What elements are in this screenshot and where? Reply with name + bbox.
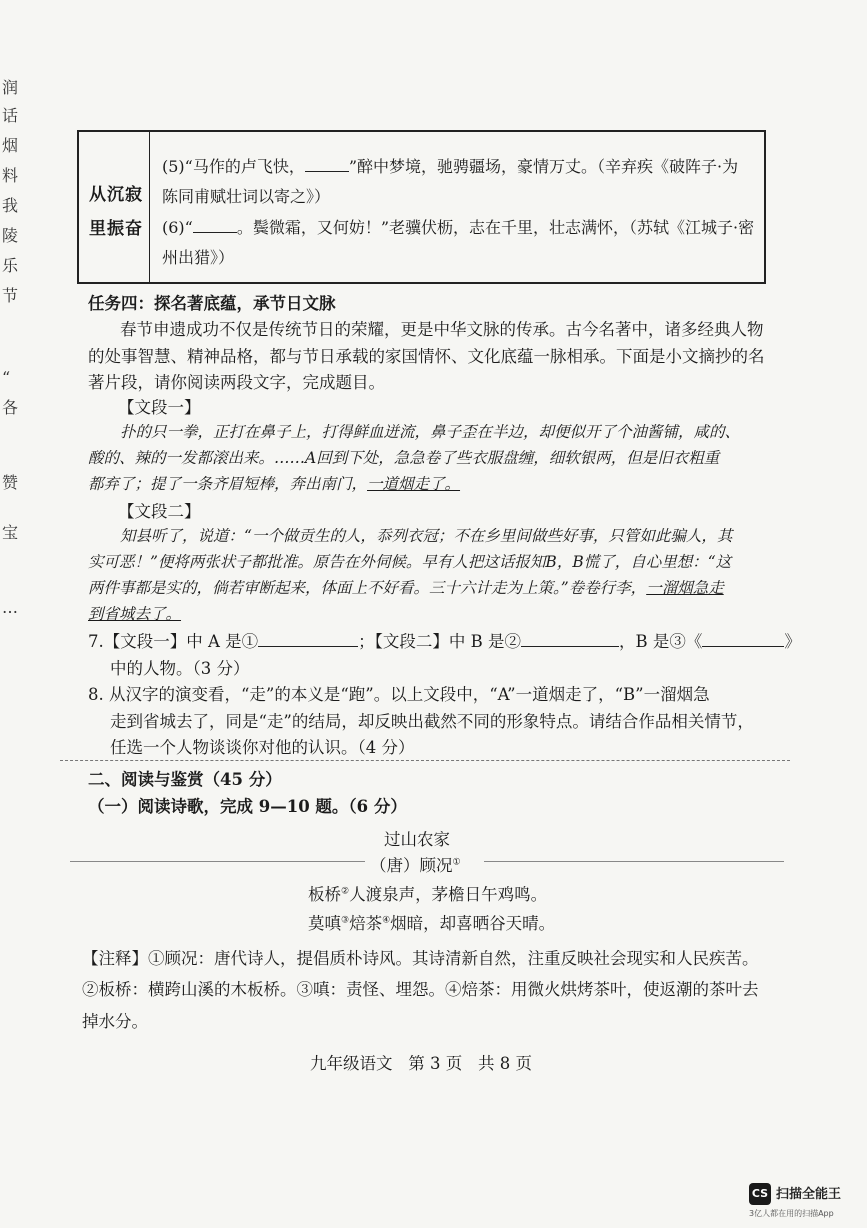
answer-blank-q7-2[interactable] <box>521 632 619 647</box>
section2-sub1: （一）阅读诗歌，完成 9—10 题。（6 分） <box>88 797 407 816</box>
task4-para-line3: 著片段，请你阅读两段文字，完成题目。 <box>88 373 385 392</box>
passage1-line1: 扑的只一拳，正打在鼻子上，打得鲜血迸流，鼻子歪在半边，却便似开了个油酱铺，咸的、 <box>120 423 741 441</box>
q7-text-b: ；【文段二】中 B 是② <box>358 632 522 651</box>
margin-char: “ <box>2 368 11 387</box>
q7-text-c: ，B 是③《 <box>619 632 703 651</box>
note-marker: ③ <box>341 915 350 926</box>
margin-char: 润 <box>2 78 19 97</box>
answer-blank-q7-1[interactable] <box>258 632 358 647</box>
q7-text-a: 7.【文段一】中 A 是① <box>88 632 259 651</box>
row6-text-a: (6)“ <box>162 218 193 237</box>
table-left-label-line2: 里振奋 <box>89 219 143 239</box>
poem-line1-a: 板桥 <box>308 885 341 904</box>
row5-line2: 陈同甫赋壮词以寄之》） <box>162 187 331 206</box>
note-marker: ① <box>452 857 461 868</box>
answer-blank-q7-3[interactable] <box>702 632 784 647</box>
row6-text-b: 。鬓微霜，又何妨！”老骥伏枥，志在千里，壮志满怀，（苏轼《江城子·密 <box>236 218 755 237</box>
section-divider <box>60 760 790 761</box>
table-left-label-line1: 从沉寂 <box>89 185 143 205</box>
poem-line2-c: 烟暗，却喜晒谷天晴。 <box>390 914 556 933</box>
answer-blank-6[interactable] <box>193 218 237 233</box>
passage2-line2: 实可恶！”便将两张状子都批准。原告在外伺候。早有人把这话报知B，B慌了，自心里想：“这 <box>88 553 732 571</box>
row5-text-a: (5)“马作的卢飞快， <box>162 157 305 176</box>
question-7 <box>88 628 801 652</box>
poem-rule-right <box>484 861 784 862</box>
notes-line3: 掉水分。 <box>82 1012 148 1031</box>
answer-blank-5[interactable] <box>305 157 349 172</box>
passage2-underlined-phrase-a: 一溜烟急走 <box>646 579 724 597</box>
margin-char: 烟 <box>2 136 19 155</box>
poem-line2 <box>308 910 555 934</box>
margin-char: 宝 <box>2 523 19 542</box>
task4-title: 任务四：探名著底蕴，承节日文脉 <box>88 294 336 313</box>
passage1-underlined-phrase: 一道烟走了。 <box>367 475 461 493</box>
passage2-underlined-phrase-b: 到省城去了。 <box>88 605 182 623</box>
passage1-line2: 酸的、辣的一发都滚出来。……A回到下处，急急卷了些衣服盘缠，细软银两，但是旧衣粗重 <box>88 449 720 467</box>
question-8-line1: 8. 从汉字的演变看，“走”的本义是“跑”。以上文段中，“A”一道烟走了，“B”一溜烟急 <box>88 685 710 704</box>
passage2-line3 <box>88 576 724 598</box>
q7-text-d: 》 <box>784 632 801 651</box>
passage1-line3-text: 都弃了；提了一条齐眉短棒，奔出南门， <box>88 475 368 493</box>
margin-char: … <box>2 598 18 617</box>
camscanner-logo-icon: CS <box>749 1183 771 1205</box>
passage2-line3-text: 两件事都是实的，倘若审断起来，体面上不好看。三十六计走为上策。”卷卷行李， <box>88 579 647 597</box>
table-left-label-cell <box>79 132 150 282</box>
poem-line2-b: 焙茶 <box>349 914 383 933</box>
margin-char: 陵 <box>2 226 19 245</box>
poem-rule-left <box>70 861 365 862</box>
question-7-line2: 中的人物。（3 分） <box>110 659 250 678</box>
passage2-label: 【文段二】 <box>118 502 201 521</box>
margin-char: 我 <box>2 196 19 215</box>
row5-text-b: ”醉中梦境，驰骋疆场，豪情万丈。（辛弃疾《破阵子·为 <box>348 157 739 176</box>
passage2-line1: 知县听了，说道：“一个做贡生的人，忝列衣冠；不在乡里间做些好事，只管如此骗人，其 <box>120 527 733 545</box>
passage1-line3 <box>88 472 460 494</box>
poem-author <box>370 852 461 876</box>
question-8-line2: 走到省城去了，同是“走”的结局，却反映出截然不同的形象特点。请结合作品相关情节， <box>110 712 754 731</box>
page-footer: 九年级语文 第 3 页 共 8 页 <box>310 1054 532 1073</box>
question-8-line3: 任选一个人物谈谈你对他的认识。（4 分） <box>110 738 415 757</box>
task4-para-line1: 春节申遗成功不仅是传统节日的荣耀，更是中华文脉的传承。古今名著中，诸多经典人物 <box>120 320 764 339</box>
poem-title: 过山农家 <box>384 830 450 849</box>
poem-line1-b: 人渡泉声，茅檐日午鸡鸣。 <box>349 885 548 904</box>
poetry-fill-table <box>77 130 766 284</box>
poem-author-text: （唐）顾况 <box>370 856 453 875</box>
passage1-label: 【文段一】 <box>118 398 201 417</box>
margin-char: 各 <box>2 398 19 417</box>
poem-line2-a: 莫嗔 <box>308 914 341 933</box>
margin-char: 话 <box>2 106 19 125</box>
margin-char: 乐 <box>2 256 19 275</box>
row5-line1 <box>162 154 738 177</box>
row6-line2: 州出猎》） <box>162 248 235 267</box>
watermark-name: 扫描全能王 <box>776 1187 842 1202</box>
margin-char: 赞 <box>2 473 19 492</box>
margin-char: 料 <box>2 166 19 185</box>
note-marker: ② <box>341 886 350 897</box>
section2-title: 二、阅读与鉴赏（45 分） <box>88 770 282 789</box>
watermark-sub: 3亿人都在用的扫描App <box>749 1209 834 1218</box>
notes-line1: 【注释】①顾况：唐代诗人，提倡质朴诗风。其诗清新自然，注重反映社会现实和人民疾苦。 <box>82 949 759 968</box>
row6-line1 <box>162 215 754 238</box>
notes-line2: ②板桥：横跨山溪的木板桥。③嗔：责怪、埋怨。④焙茶：用微火烘烤茶叶，使返潮的茶叶去 <box>82 980 759 999</box>
task4-para-line2: 的处事智慧、精神品格，都与节日承载的家国情怀、文化底蕴一脉相承。下面是小文摘抄的名 <box>88 347 765 366</box>
margin-char: 节 <box>2 286 19 305</box>
poem-line1 <box>308 881 547 905</box>
note-marker: ④ <box>382 915 391 926</box>
